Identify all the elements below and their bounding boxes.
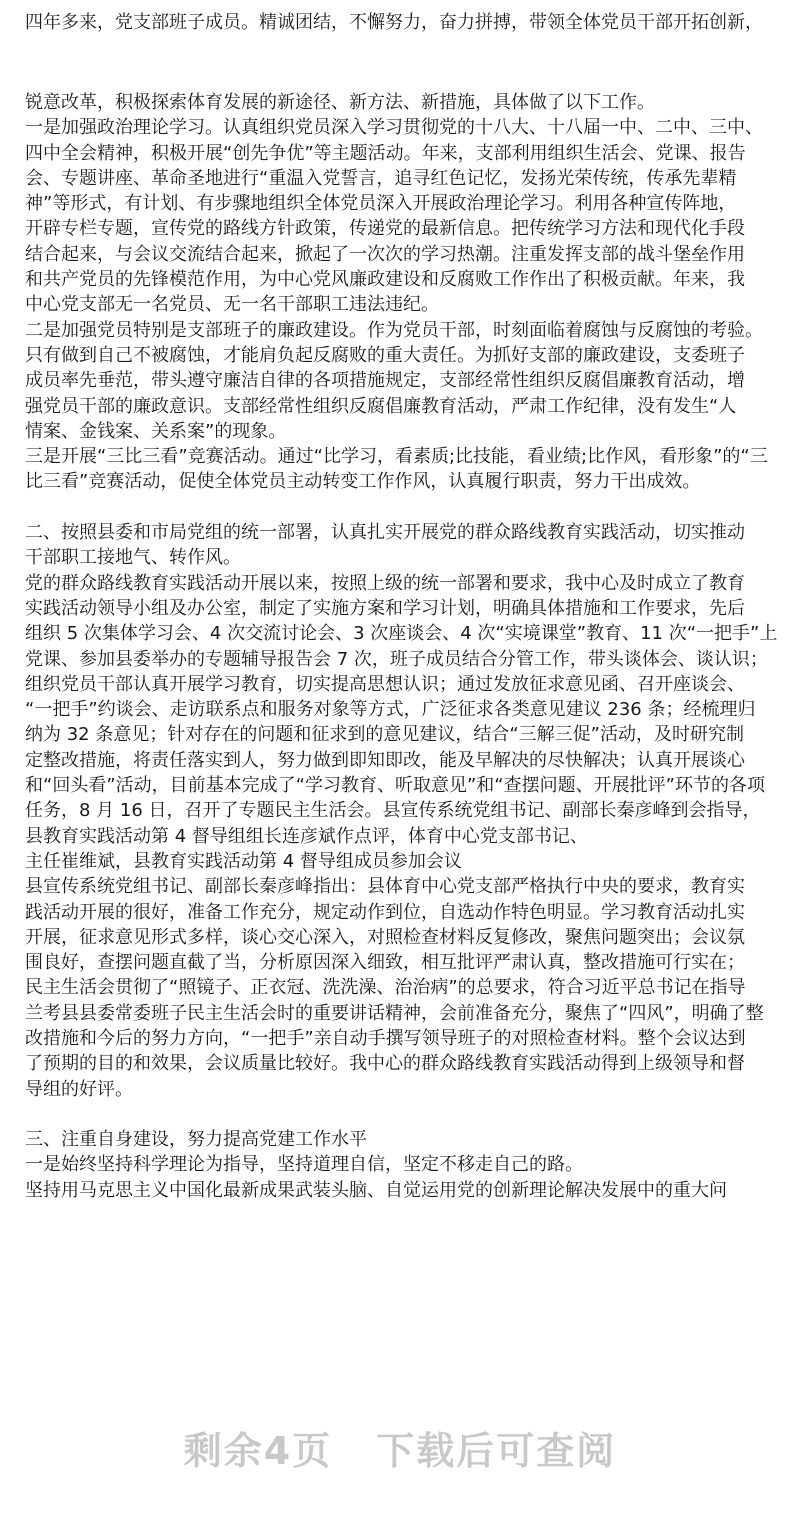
text-line: 县教育实践活动第 4 督导组组长连彦斌作点评，体育中心党支部书记、: [25, 825, 588, 847]
blank-line: [25, 495, 785, 520]
text-line: 和共产党员的先锋模范作用，为中心党风廉政建设和反腐败工作作出了积极贡献。年来，我: [25, 269, 745, 291]
text-line: “一把手”约谈会、走访联系点和服务对象等方式，广泛征求各类意见建议 236 条；经梳理归: [25, 699, 756, 721]
text-line: 县宣传系统党组书记、副部长秦彦峰指出：县体育中心党支部严格执行中央的要求，教育实: [25, 876, 745, 898]
text-line: 三、注重自身建设，努力提高党建工作水平: [25, 1129, 367, 1151]
text-line: 结合起来，与会议交流结合起来，掀起了一次次的学习热潮。注重发挥支部的战斗堡垒作用: [25, 243, 745, 265]
text-line: 四年多来，党支部班子成员。精诚团结，不懈努力，奋力拼搏，带领全体党员干部开拓创新，: [25, 12, 763, 33]
text-line: 民主生活会贯彻了“照镜子、正衣冠、洗洗澡、治治病”的总要求，符合习近平总书记在指导: [25, 977, 746, 999]
text-line: 坚持用马克思主义中国化最新成果武装头脑、自觉运用党的创新理论解决发展中的重大问: [25, 1179, 727, 1201]
text-line: 纳为 32 条意见；针对存在的问题和征求到的意见建议，结合“三解三促”活动，及时研究制: [25, 724, 744, 746]
text-line: 围良好，查摆问题直截了当，分析原因深入细致，相互批评严肃认真，整改措施可行实在；: [25, 952, 745, 974]
text-line: 和“回头看”活动，目前基本完成了“学习教育、听取意见”和“查摆问题、开展批评”环节的各项: [25, 775, 765, 797]
text-line: 开展，征求意见形式多样，谈心交心深入，对照检查材料反复修改，聚焦问题突出；会议氛: [25, 926, 745, 948]
text-line: 导组的好评。: [25, 1078, 133, 1100]
text-line: 比三看”竞赛活动，促使全体党员主动转变工作作风，认真履行职责，努力干出成效。: [25, 471, 701, 493]
text-line: 成员率先垂范，带头遵守廉洁自律的各项措施规定，支部经常性组织反腐倡廉教育活动，增: [25, 370, 745, 392]
text-line: 组织党员干部认真开展学习教育，切实提高思想认识；通过发放征求意见函、召开座谈会、: [25, 673, 745, 695]
blank-line: [25, 1102, 785, 1127]
text-line: 中心党支部无一名党员、无一名干部职工违法违纪。: [25, 294, 439, 316]
document-body: [25, 90, 785, 1203]
text-line: 党课、参加县委举办的专题辅导报告会 7 次，班子成员结合分管工作，带头谈体会、谈认识；: [25, 648, 768, 670]
text-line: 兰考县县委常委班子民主生活会时的重要讲话精神，会前准备充分，聚焦了“四风”，明确了整: [25, 1002, 764, 1024]
text-line: 情案、金钱案、关系案”的现象。: [25, 420, 287, 442]
document-intro: [25, 10, 785, 35]
text-line: 组织 5 次集体学习会、4 次交流讨论会、3 次座谈会、4 次“实境课堂”教育、11 次“一把手”上: [25, 623, 778, 645]
text-line: 会、专题讲座、革命圣地进行“重温入党誓言，追寻红色记忆，发扬光荣传统，传承先辈精: [25, 167, 737, 189]
text-line: 神”等形式，有计划、有步骤地组织全体党员深入开展政治理论学习。利用各种宣传阵地，: [25, 193, 737, 215]
text-line: 党的群众路线教育实践活动开展以来，按照上级的统一部署和要求，我中心及时成立了教育: [25, 572, 745, 594]
text-line: 定整改措施，将责任落实到人，努力做到即知即改，能及早解决的尽快解决；认真开展谈心: [25, 749, 745, 771]
download-banner[interactable]: [0, 1420, 800, 1475]
text-line: 二是加强党员特别是支部班子的廉政建设。作为党员干部，时刻面临着腐蚀与反腐蚀的考验。: [25, 319, 763, 341]
text-line: 二、按照县委和市局党组的统一部署，认真扎实开展党的群众路线教育实践活动，切实推动: [25, 522, 745, 544]
text-line: 锐意改革，积极探索体育发展的新途径、新方法、新措施，具体做了以下工作。: [25, 92, 655, 113]
text-line: 一是加强政治理论学习。认真组织党员深入学习贯彻党的十八大、十八届一中、二中、三中、: [25, 117, 763, 139]
text-line: 实践活动领导小组及办公室，制定了实施方案和学习计划，明确具体措施和工作要求，先后: [25, 597, 745, 619]
text-line: 一是始终坚持科学理论为指导，坚持道理自信，坚定不移走自己的路。: [25, 1154, 583, 1176]
text-line: 开辟专栏专题，宣传党的路线方针政策，传递党的最新信息。把传统学习方法和现代化手段: [25, 218, 745, 240]
text-line: 只有做到自己不被腐蚀，才能肩负起反腐败的重大责任。为抓好支部的廉政建设，支委班子: [25, 344, 745, 366]
text-line: 强党员干部的廉政意识。支部经常性组织反腐倡廉教育活动，严肃工作纪律，没有发生“人: [25, 395, 737, 417]
text-line: 主任崔维斌，县教育实践活动第 4 督导组成员参加会议: [25, 850, 462, 872]
text-line: 践活动开展的很好，准备工作充分，规定动作到位，自选动作特色明显。学习教育活动扎实: [25, 901, 745, 923]
text-line: 干部职工接地气、转作风。: [25, 547, 241, 569]
text-line: 改措施和今后的努力方向，“一把手”亲自动手撰写领导班子的对照检查材料。整个会议达到: [25, 1027, 746, 1049]
text-line: 三是开展“三比三看”竞赛活动。通过“比学习，看素质;比技能，看业绩;比作风，看形象”的“三: [25, 446, 768, 468]
text-line: 了预期的目的和效果，会议质量比较好。我中心的群众路线教育实践活动得到上级领导和督: [25, 1053, 745, 1075]
remaining-pages-label: 剩余4页: [183, 1429, 333, 1473]
download-hint-label: 下载后可查阅: [376, 1429, 617, 1473]
text-line: 四中全会精神，积极开展“创先争优”等主题活动。年来，支部利用组织生活会、党课、报告: [25, 142, 746, 164]
text-line: 任务，8 月 16 日，召开了专题民主生活会。县宣传系统党组书记、副部长秦彦峰到会指导，: [25, 800, 761, 822]
